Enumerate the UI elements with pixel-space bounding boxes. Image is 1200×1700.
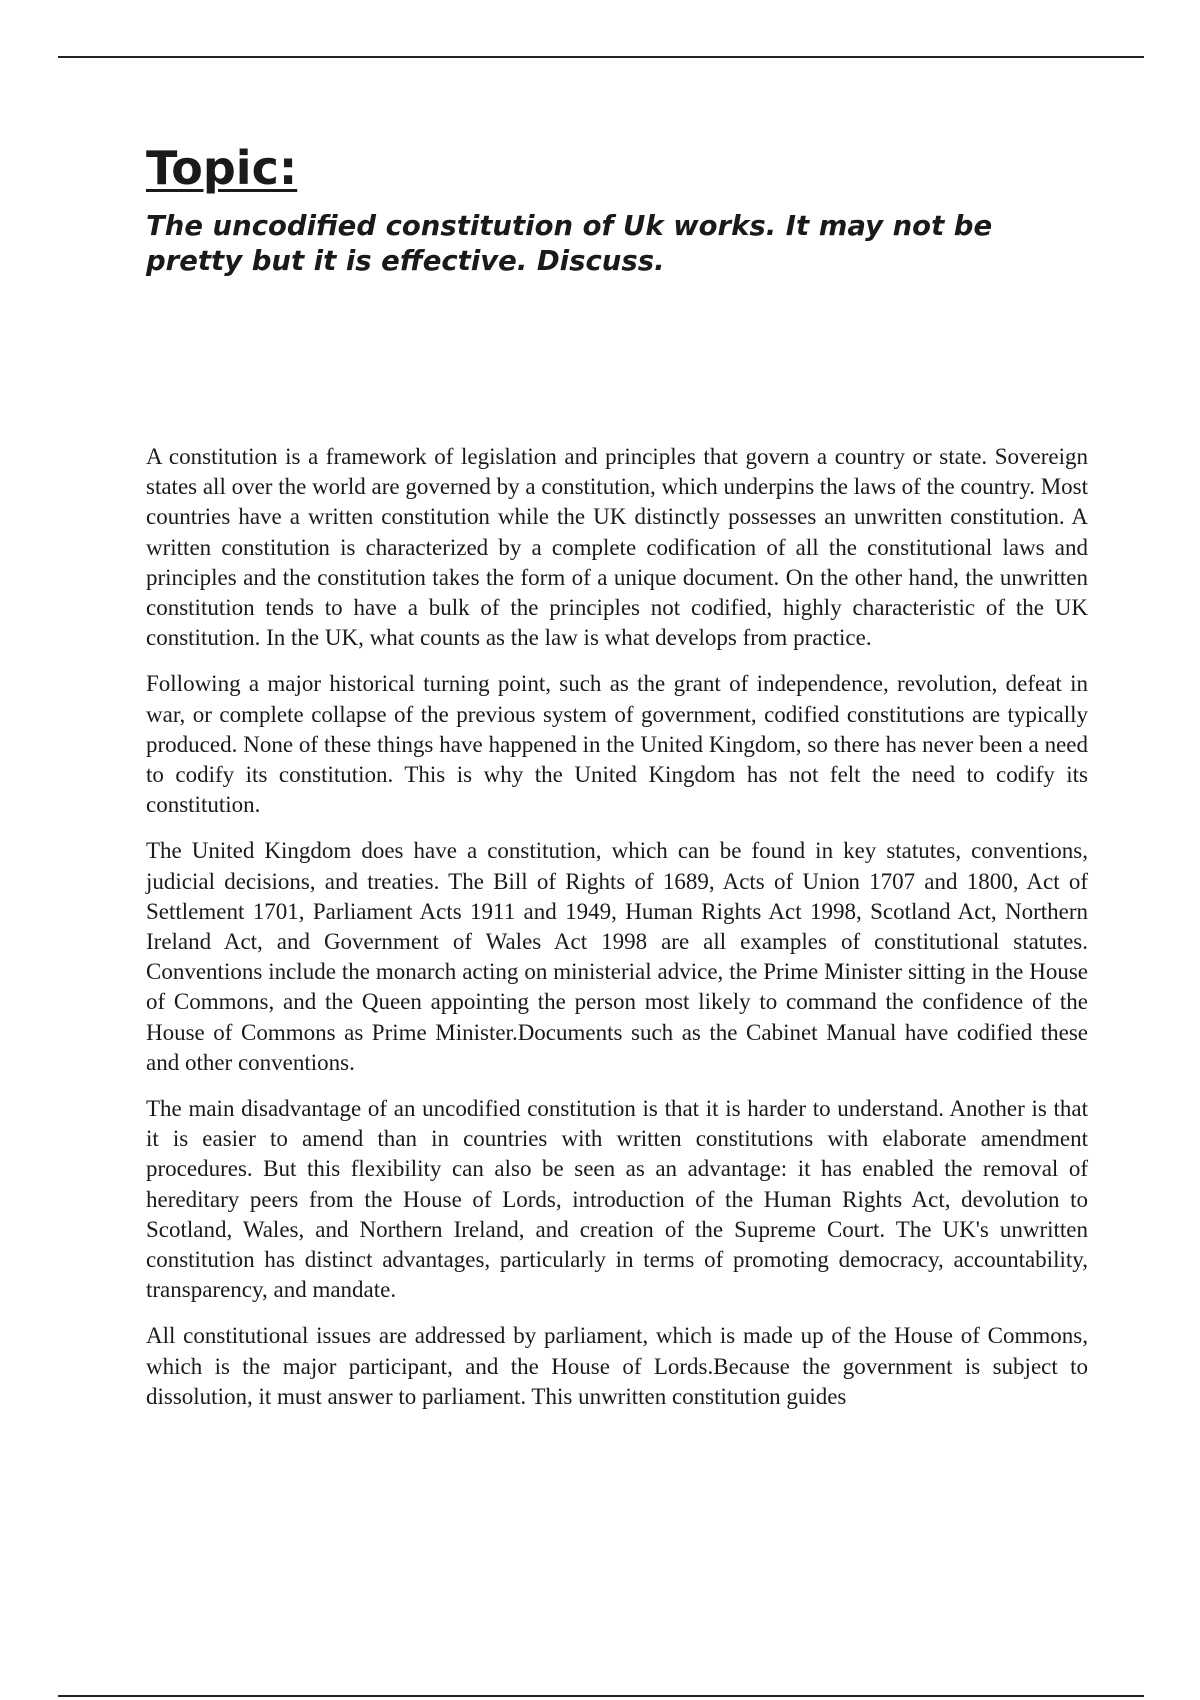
essay-paragraph-4: The main disadvantage of an uncodified constitution is that it is harder to understand. Another is that it is easier to amend than in countries with written constitutions with elaborate amendment procedures. But this flexibility can also be seen as an advantage: it has enabled the removal of hereditary peers from the House of Lords, introduction of the Human Rights Act, devolution to Scotland, Wales, and Northern Ireland, and creation of the Supreme Court. The UK's unwritten constitution has distinct advantages, particularly in terms of promoting democracy, accountability, transparency, and mandate. bbox=[146, 1096, 1088, 1303]
document-page bbox=[146, 140, 1088, 1428]
topic-heading: Topic: bbox=[146, 141, 298, 195]
essay-paragraph-2: Following a major historical turning point, such as the grant of independence, revolution, defeat in war, or complete collapse of the previous system of government, codified constitutions are typically produced. None of these things have happened in the United Kingdom, so there has never been a need to codify its constitution. This is why the United Kingdom has not felt the need to codify its constitution. bbox=[146, 671, 1088, 818]
top-page-rule bbox=[58, 56, 1144, 58]
essay-paragraph-1: A constitution is a framework of legislation and principles that govern a country or state. Sovereign states all over the world are governed by a constitution, which underpins the laws of the country. Most countries have a written constitution while the UK distinctly possesses an unwritten constitution. A written constitution is characterized by a complete codification of all the constitutional laws and principles and the constitution takes the form of a unique document. On the other hand, the unwritten constitution tends to have a bulk of the principles not codified, highly characteristic of the UK constitution. In the UK, what counts as the law is what develops from practice. bbox=[146, 444, 1088, 651]
essay-paragraph-5: All constitutional issues are addressed by parliament, which is made up of the House of Commons, which is the major participant, and the House of Lords.Because the government is subject to dissolution, it must answer to parliament. This unwritten constitution guides bbox=[146, 1323, 1088, 1409]
essay-question: The uncodified constitution of Uk works. It may not be pretty but it is effective. Discuss. bbox=[146, 210, 993, 277]
bottom-page-rule bbox=[58, 1695, 1144, 1697]
essay-body bbox=[146, 442, 1088, 1412]
essay-paragraph-3: The United Kingdom does have a constitution, which can be found in key statutes, conventions, judicial decisions, and treaties. The Bill of Rights of 1689, Acts of Union 1707 and 1800, Act of Settlement 1701, Parliament Acts 1911 and 1949, Human Rights Act 1998, Scotland Act, Northern Ireland Act, and Government of Wales Act 1998 are all examples of constitutional statutes. Conventions include the monarch acting on ministerial advice, the Prime Minister sitting in the House of Commons, and the Queen appointing the person most likely to command the confidence of the House of Commons as Prime Minister.Documents such as the Cabinet Manual have codified these and other conventions. bbox=[146, 838, 1088, 1075]
